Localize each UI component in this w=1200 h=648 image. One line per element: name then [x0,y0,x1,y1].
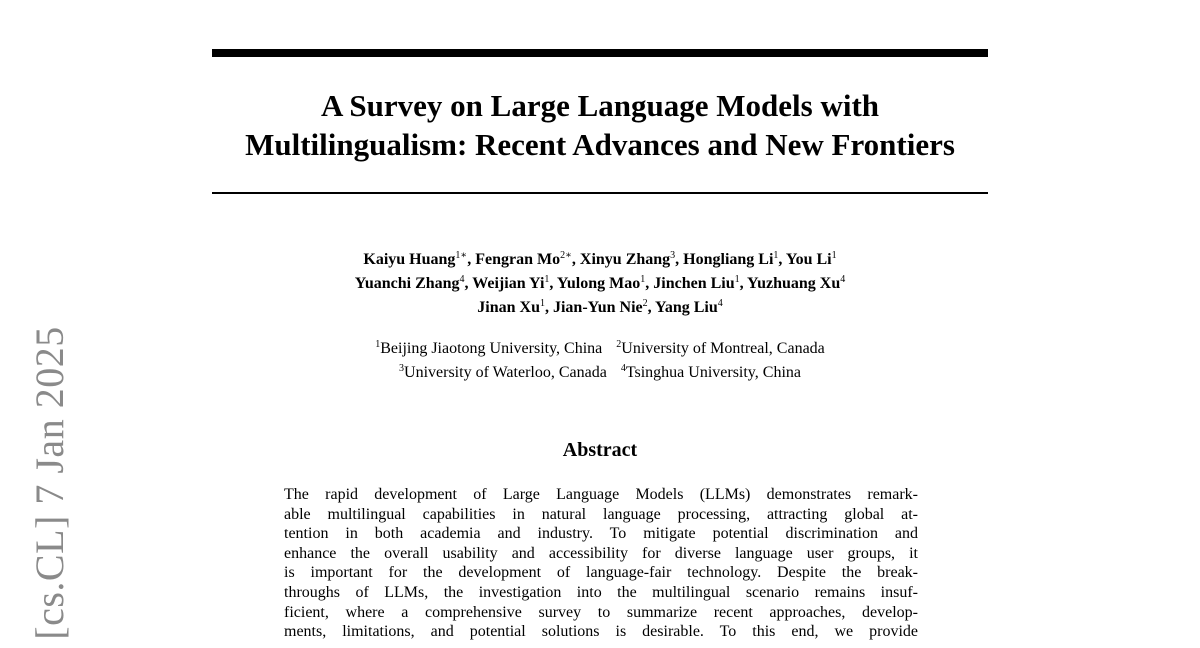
author-affiliation-mark: 1∗ [455,250,468,261]
title-line-1: A Survey on Large Language Models with [320,88,880,123]
author-affiliation-mark: 2 [642,298,648,309]
affiliation-name: Tsinghua University, China [625,364,801,381]
author-affiliation-mark: 2∗ [560,250,572,261]
affiliation-name: Beijing Jiaotong University, China [380,340,603,357]
author-name: Jinan Xu [477,299,540,316]
author-name: Yang Liu [655,299,718,316]
affiliation-mark: 1 [375,339,381,350]
abstract-line: throughs of LLMs, the investigation into the multilingual scenario remains insuf- [284,583,918,601]
affiliation-line [200,362,1000,386]
abstract-line: enhance the overall usability and accessibility for diverse language user groups, it [284,544,918,562]
affiliation-name: University of Montreal, Canada [621,340,825,357]
top-rule [212,49,988,57]
author-separator: , [675,251,684,268]
author-separator: , [464,275,473,292]
abstract-heading: Abstract [562,439,638,461]
author-separator: , [571,251,580,268]
author-name: Yulong Mao [556,275,641,292]
author-name: Jian-Yun Nie [552,299,643,316]
author-line [200,273,1000,297]
title-line-2: Multilingualism: Recent Advances and New Frontiers [245,127,955,162]
author-separator: , [645,275,654,292]
affiliation-line [200,338,1000,362]
author-name: Kaiyu Huang [363,251,456,268]
author-name: Fengran Mo [475,251,561,268]
author-separator: , [739,275,748,292]
affiliation-name: University of Waterloo, Canada [404,364,607,381]
abstract-line: is important for the development of language-fair technology. Despite the break- [284,564,918,582]
paper-title [200,86,1000,164]
author-separator: , [778,251,786,268]
author-line [200,297,1000,321]
author-affiliation-mark: 4 [717,298,723,309]
author-affiliation-mark: 3 [670,250,676,261]
author-name: Yuzhuang Xu [747,275,841,292]
author-separator: , [467,251,476,268]
author-affiliation-mark: 4 [840,274,846,285]
author-line [200,249,1000,273]
affiliation-mark: 4 [620,363,626,374]
affiliation-mark: 2 [616,339,622,350]
author-name: Xinyu Zhang [579,251,671,268]
title-rule [212,192,988,194]
author-affiliation-mark: 1 [831,250,837,261]
affiliation-mark: 3 [399,363,405,374]
author-name: You Li [785,251,832,268]
author-separator: , [549,275,557,292]
author-name: Weijian Yi [472,275,545,292]
author-affiliation-mark: 1 [544,274,550,285]
abstract-line: ficient, where a comprehensive survey to summarize recent approaches, develop- [284,603,918,621]
author-name: Yuanchi Zhang [354,275,460,292]
abstract-body [284,485,918,642]
author-affiliation-mark: 1 [773,250,779,261]
abstract-line: tention in both academia and industry. To mitigate potential discrimination and [284,525,918,543]
author-separator: , [544,299,553,316]
abstract-line: The rapid development of Large Language Models (LLMs) demonstrates remark- [284,486,918,503]
author-affiliation-mark: 4 [459,274,465,285]
author-name: Jinchen Liu [653,275,735,292]
author-affiliation-mark: 1 [640,274,646,285]
author-list [200,249,1000,321]
author-name: Hongliang Li [683,251,774,268]
author-separator: , [647,299,656,316]
affiliation-list [200,338,1000,386]
author-affiliation-mark: 1 [539,298,545,309]
arxiv-stamp-text: [cs.CL] 7 Jan 2025 [27,326,72,640]
abstract-line: able multilingual capabilities in natural language processing, attracting global at- [284,505,918,523]
author-affiliation-mark: 1 [734,274,740,285]
abstract-line: ments, limitations, and potential solutions is desirable. To this end, we provide [284,623,918,641]
